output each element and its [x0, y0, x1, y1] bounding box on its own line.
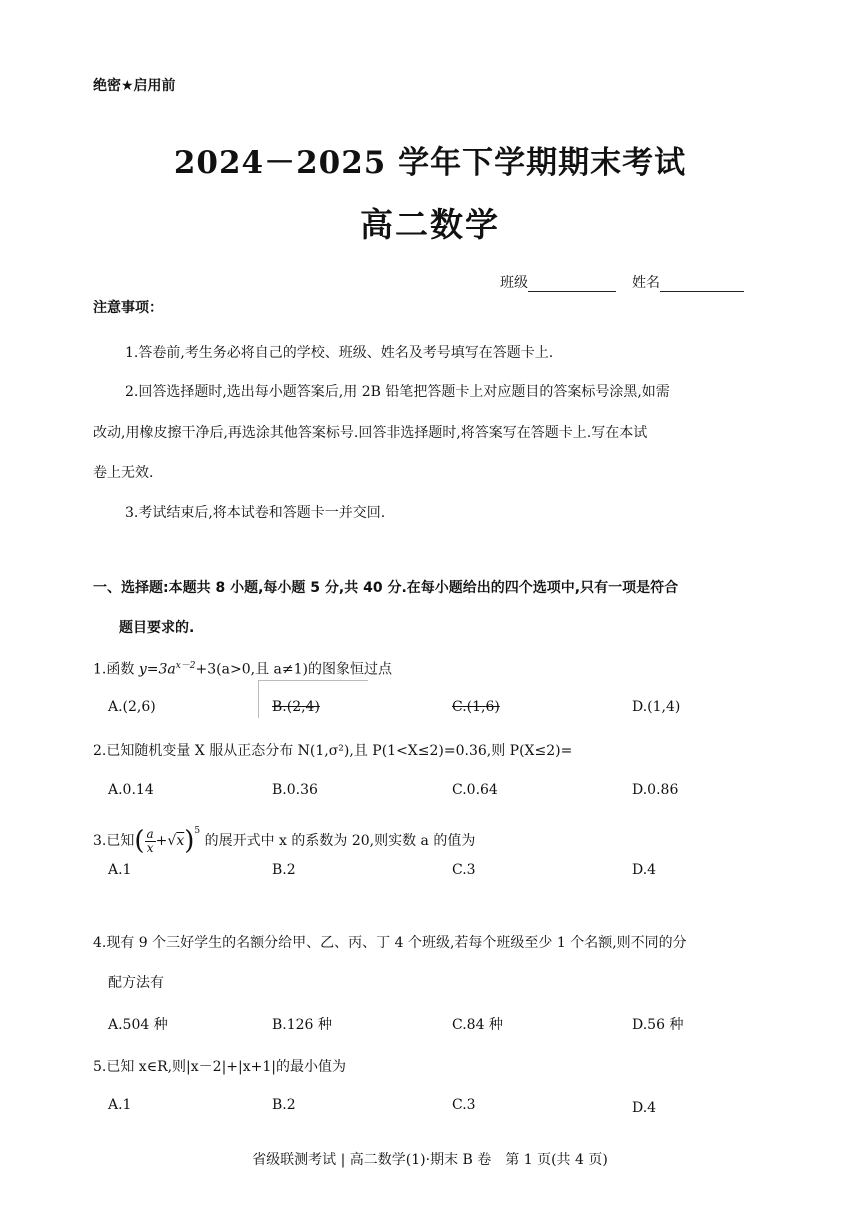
question-3-stem: 3.已知( $\frac{a}{x}$ +√x)$^5$ 的展开式中 x 的系数为 20,则实数 a 的值为	[93, 826, 476, 856]
notice-item: 3.考试结束后,将本试卷和答题卡一并交回.	[125, 505, 386, 521]
section-heading: 一、选择题:本题共 8 小题,每小题 5 分,共 40 分.在每小题给出的四个选项中,只有一项是符合	[93, 580, 679, 596]
question-5-option-c: C.3	[452, 1097, 476, 1113]
notice-item: 改动,用橡皮擦干净后,再选涂其他答案标号.回答非选择题时,将答案写在答题卡上.写在本试	[93, 425, 648, 441]
confidential-mark: 绝密★启用前	[93, 78, 176, 94]
class-label: 班级	[500, 275, 528, 291]
question-2-stem: 2.已知随机变量 X 服从正态分布 N(1,σ²),且 P(1<X≤2)=0.36,则 P(X≤2)=	[93, 743, 573, 759]
right-paren: )	[184, 826, 195, 856]
question-5-option-d: D.4	[632, 1100, 657, 1116]
question-1-option-b: B.(2,4)	[272, 699, 320, 715]
name-label: 姓名	[632, 275, 660, 291]
name-blank	[660, 277, 744, 292]
class-blank	[528, 277, 616, 292]
question-4-option-b: B.126 种	[272, 1017, 332, 1033]
notice-heading: 注意事项：	[93, 300, 163, 316]
question-2-option-d: D.0.86	[632, 782, 679, 798]
notice-item: 2.回答选择题时,选出每小题答案后,用 2B 铅笔把答题卡上对应题目的答案标号涂黑,如需	[125, 384, 670, 400]
question-1-option-a: A.(2,6)	[108, 699, 156, 715]
question-2-option-b: B.0.36	[272, 782, 318, 798]
question-4-option-c: C.84 种	[452, 1017, 503, 1033]
question-2-option-a: A.0.14	[108, 782, 154, 798]
question-3-option-b: B.2	[272, 862, 296, 878]
name-field	[632, 272, 744, 292]
exam-subject: 高二数学	[360, 205, 500, 244]
exam-title: 2024－2025 学年下学期期末考试	[173, 145, 687, 181]
question-4-option-a: A.504 种	[108, 1017, 168, 1033]
fraction: $\frac{a}{x}$	[146, 826, 154, 855]
question-1-option-c: C.(1,6)	[452, 699, 500, 715]
question-3-option-a: A.1	[108, 862, 132, 878]
question-4-option-d: D.56 种	[632, 1017, 684, 1033]
question-3-option-c: C.3	[452, 862, 476, 878]
notice-item: 1.答卷前,考生务必将自己的学校、班级、姓名及考号填写在答题卡上.	[125, 345, 554, 361]
class-field	[500, 272, 616, 292]
question-4-stem-cont: 配方法有	[108, 975, 164, 991]
question-4-stem: 4.现有 9 个三好学生的名额分给甲、乙、丙、丁 4 个班级,若每个班级至少 1 个名额,则不同的分	[93, 935, 687, 951]
scan-guide-line	[258, 680, 259, 718]
question-5-option-a: A.1	[108, 1097, 132, 1113]
question-3-option-d: D.4	[632, 862, 657, 878]
section-heading-cont: 题目要求的.	[119, 620, 195, 636]
question-1-stem: 1.函数 $y=3a^{x-2}+3(a>0$,且 a≠1)的图象恒过点	[93, 661, 392, 678]
question-5-option-b: B.2	[272, 1097, 296, 1113]
question-2-option-c: C.0.64	[452, 782, 498, 798]
left-paren: (	[134, 826, 145, 856]
scan-guide-line	[258, 680, 368, 681]
page-footer: 省级联测考试 | 高二数学(1)·期末 B 卷 第 1 页(共 4 页)	[252, 1152, 608, 1168]
question-1-option-d: D.(1,4)	[632, 699, 681, 715]
question-5-stem: 5.已知 x∈R,则|x－2|+|x+1|的最小值为	[93, 1059, 346, 1075]
notice-item: 卷上无效.	[93, 465, 154, 481]
